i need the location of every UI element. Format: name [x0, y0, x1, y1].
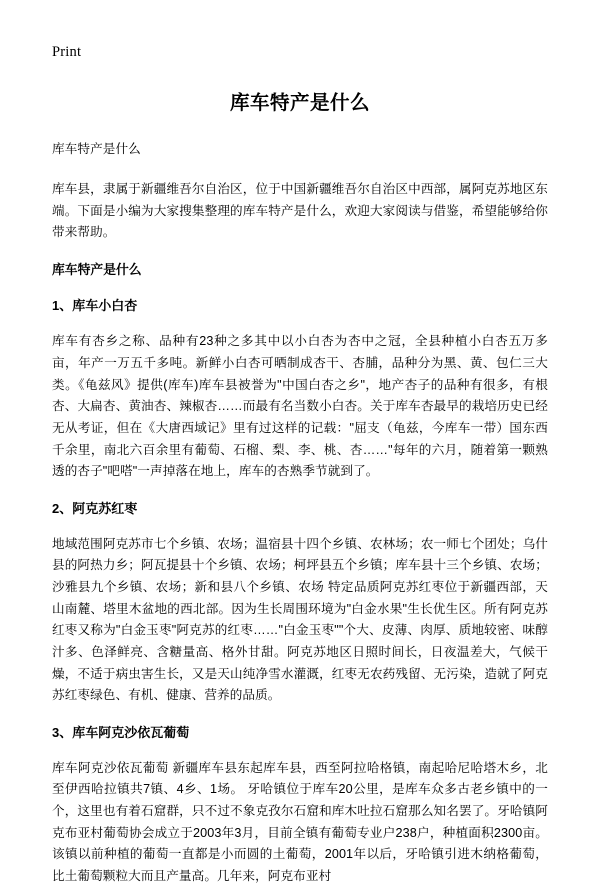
section-body-1: 库车有杏乡之称、品种有23种之多其中以小白杏为杏中之冠，全县种植小白杏五万多亩，年产一万五千多吨。新鲜小白杏可晒制成杏干、杏脯，品种分为黑、黄、包仁三大类。《龟兹风》提供(库车)库车县被誉为"中国白杏之乡"，地产杏子的品种有很多，有根杏、大扁杏、黄油杏、辣椒杏……而最有名当数小白杏。关于库车杏最早的栽培历史已经无从考证，但在《大唐西域记》里有过这样的记载："屈支（龟兹，今库车一带）国东西千余里，南北六百余里有葡萄、石榴、梨、李、桃、杏……"每年的六月，随着第一颗熟透的杏子"吧嗒"一声掉落在地上，库车的杏熟季节就到了。	[52, 334, 548, 479]
section-heading-2: 2、阿克苏红枣	[52, 500, 138, 516]
section-body-2: 地域范围阿克苏市七个乡镇、农场；温宿县十四个乡镇、农林场；农一师七个团处；乌什县的阿热力乡；阿瓦提县十个乡镇、农场；柯坪县五个乡镇；库车县十三个乡镇、农场；沙雅县九个乡镇、农场；新和县八个乡镇、农场 特定品质阿克苏红枣位于新疆西部，天山南麓、塔里木盆地的西北部。因为生长周围环境为"白金水果"生长优生区。所有阿克苏红枣又称为"白金玉枣"阿克苏的红枣……"白金玉枣""个大、皮薄、肉厚、质地较密、味醇汁多、色泽鲜亮、含糖量高、格外甘甜。阿克苏地区日照时间长，日夜温差大，气候干燥，不适于病虫害生长，又是天山纯净雪水灌溉，红枣无农药残留、无污染，造就了阿克苏红枣绿色、有机、健康、营养的品质。	[52, 536, 548, 703]
print-button[interactable]: Print	[52, 44, 82, 60]
intro-paragraph: 库车县，隶属于新疆维吾尔自治区，位于中国新疆维吾尔自治区中西部，属阿克苏地区东端。下面是小编为大家搜集整理的库车特产是什么，欢迎大家阅读与借鉴，希望能够给你带来帮助。	[52, 182, 548, 240]
section-heading-overview: 库车特产是什么	[52, 262, 142, 278]
intro-heading-text: 库车特产是什么	[52, 142, 141, 157]
section-body-3: 库车阿克沙依瓦葡萄 新疆库车县东起库车县，西至阿拉哈格镇，南起哈尼哈塔木乡，北至伊西哈拉镇共7镇、4乡、1场。 牙哈镇位于库车20公里，是库车众多古老乡镇中的一个，这里也有着石窟群，只不过不象克孜尔石窟和库木吐拉石窟那么知名罢了。牙哈镇阿克布亚村葡萄协会成立于2003年3月，目前全镇有葡萄专业户238户，种植面积2300亩。该镇以前种植的葡萄一直都是小而圆的土葡萄，2001年以后，牙哈镇引进木纳格葡萄，比土葡萄颗粒大而且产量高。几年来，阿克布亚村	[52, 760, 548, 883]
section-heading-1: 1、库车小白杏	[52, 298, 138, 314]
section-heading-3: 3、库车阿克沙依瓦葡萄	[52, 724, 190, 740]
page-title: 库车特产是什么	[229, 92, 370, 115]
